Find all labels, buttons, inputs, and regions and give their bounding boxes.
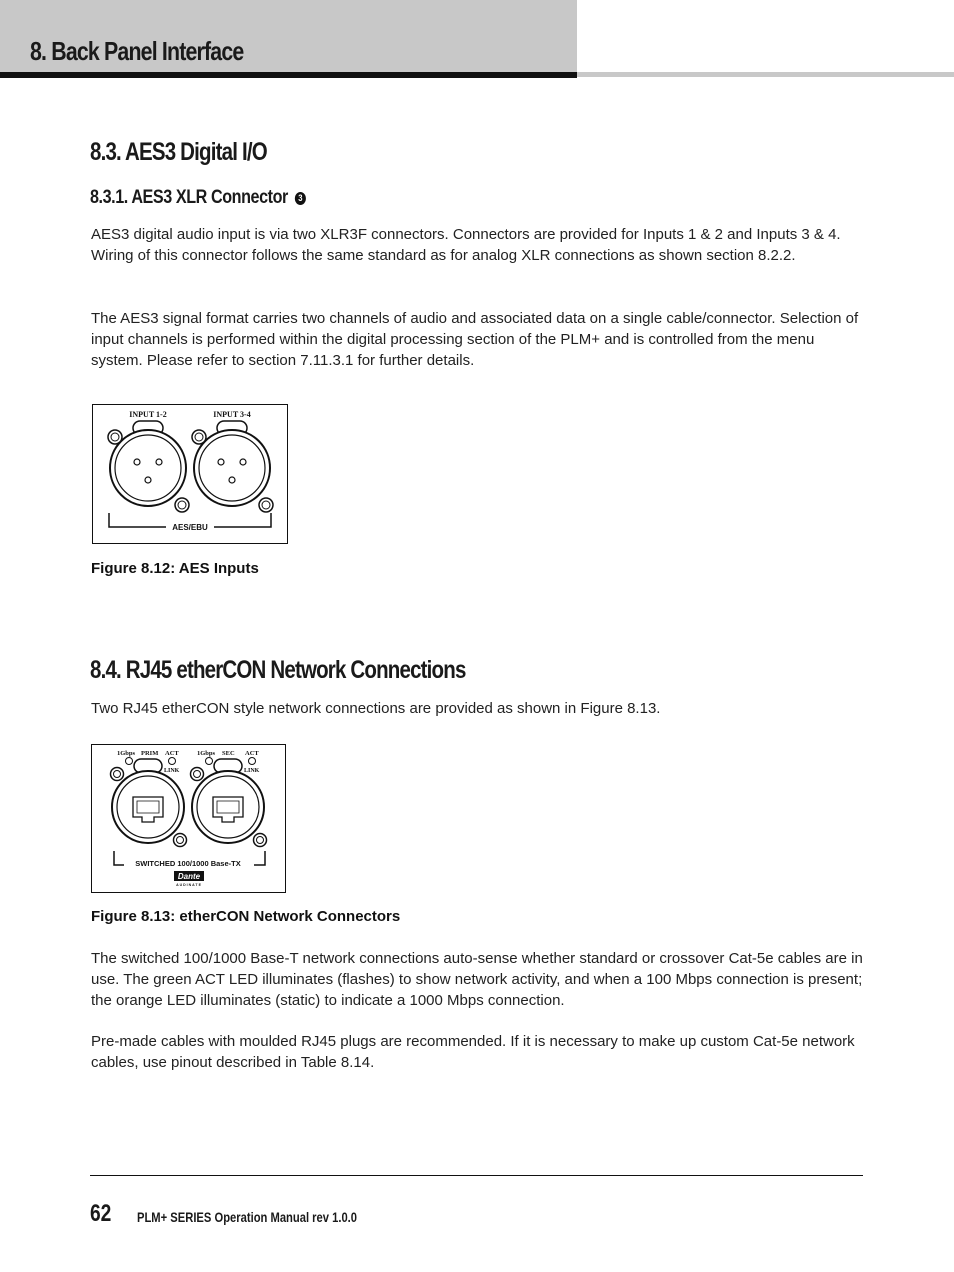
ethercon-figure [91,744,286,893]
page-number: 62 [90,1200,112,1227]
label-link-right: LINK [244,768,260,774]
footer-text: PLM+ SERIES Operation Manual rev 1.0.0 [137,1209,358,1225]
chapter-title: 8. Back Panel Interface [30,36,244,66]
screw-icon [108,430,122,444]
label-right-speed: 1Gbps [197,750,216,757]
label-act-right: ACT [245,750,259,757]
label-sec: SEC [222,750,235,757]
subsection-title-text: 8.3.1. AES3 XLR Connector [90,187,288,208]
label-left-speed: 1Gbps [117,750,136,757]
aes-paragraph-1: AES3 digital audio input is via two XLR3F connectors. Connectors are provided for Inputs 1 & 2 and Inputs 3 & 4. Wiring of this connector follows the same standard as for analog XLR connections as shown section 8.2.2. [91,226,841,264]
footer-rule [90,1175,863,1176]
header-rule-light [577,72,954,77]
led-1gbps-right [206,758,213,765]
label-link-left: LINK [164,768,180,774]
label-act-left: ACT [165,750,179,757]
led-1gbps-left [126,758,133,765]
led-act-right [249,758,256,765]
aes-paragraph-2: The AES3 signal format carries two channels of audio and associated data on a single cable/connector. Selection of input channels is performed within the digital processing section of the PLM+ and is controlled from the menu system. Please refer to section 7.11.3.1 for further details. [91,310,859,369]
section-title-aes3: 8.3. AES3 Digital I/O [90,138,267,166]
screw-icon [259,498,273,512]
label-aes-ebu: AES/EBU [172,523,208,532]
rj45-paragraph-2: The switched 100/1000 Base-T network connections auto-sense whether standard or crossover Cat-5e cables are in use. The green ACT LED illuminates (flashes) to show network activity, and when a 100 Mbps connection is present; the orange LED illuminates (static) to indicate a 1000 Mbps connection. [91,950,863,1009]
aes-inputs-figure [92,404,288,544]
screw-icon [192,430,206,444]
figure-caption-ethercon: Figure 8.13: etherCON Network Connectors [91,908,401,925]
led-act-left [169,758,176,765]
header-rule [0,72,577,78]
rj45-paragraph-3: Pre-made cables with moulded RJ45 plugs are recommended. If it is necessary to make up custom Cat-5e network cables, use pinout described in Table 8.14. [91,1033,855,1071]
callout-badge: 3 [295,192,306,205]
figure-caption-aes: Figure 8.12: AES Inputs [91,560,259,577]
screw-icon [254,834,267,847]
label-input-1-2: INPUT 1-2 [129,410,167,419]
label-switched: SWITCHED 100/1000 Base-TX [135,859,241,868]
label-prim: PRIM [141,750,159,757]
section-title-rj45: 8.4. RJ45 etherCON Network Connections [90,656,466,684]
dante-sub-text: AUDINATE [176,883,202,887]
screw-icon [174,834,187,847]
dante-logo-text: Dante [177,872,201,881]
subsection-title-xlr [90,187,306,209]
screw-icon [175,498,189,512]
rj45-paragraph-1: Two RJ45 etherCON style network connections are provided as shown in Figure 8.13. [91,700,661,717]
label-input-3-4: INPUT 3-4 [213,410,251,419]
screw-icon [111,768,124,781]
screw-icon [191,768,204,781]
